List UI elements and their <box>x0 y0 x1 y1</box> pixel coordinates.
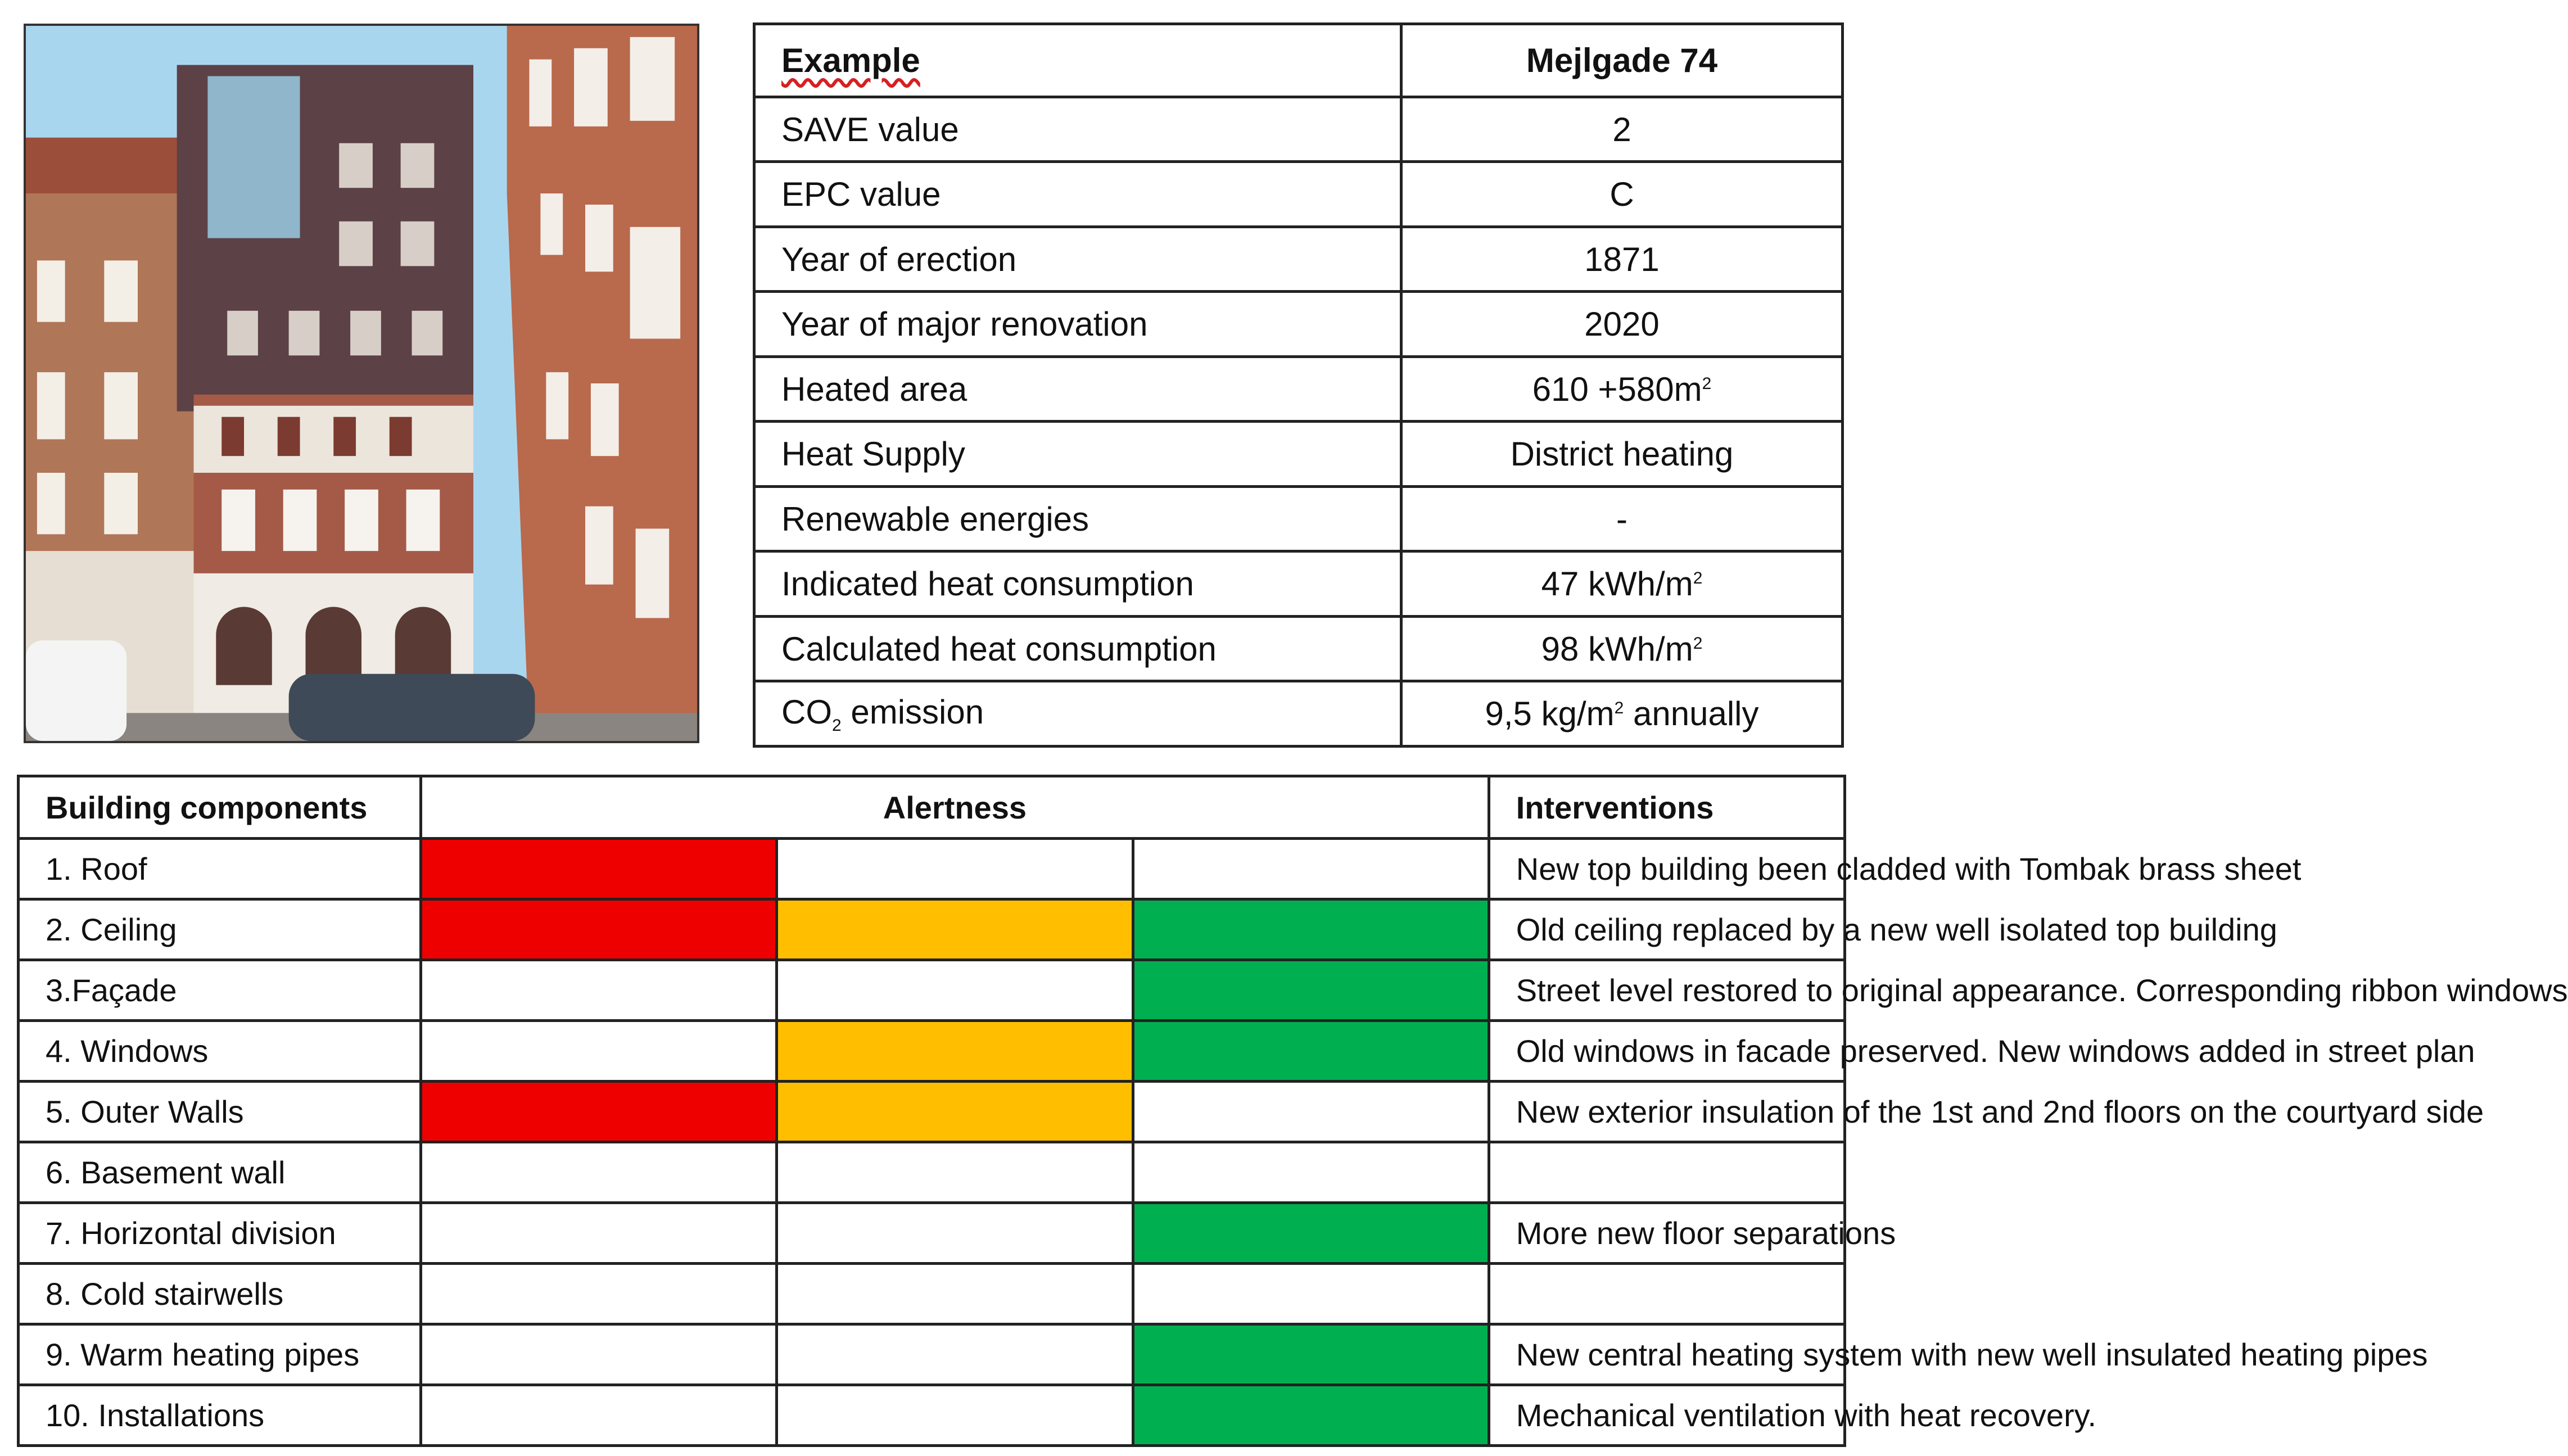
component-row <box>19 1082 1845 1142</box>
alert-cell-empty <box>777 960 1133 1021</box>
info-value: 1871 <box>1401 227 1843 292</box>
info-value: 9,5 kg/m <box>1485 695 1615 733</box>
info-row <box>754 227 1843 292</box>
info-label: Indicated heat consumption <box>754 551 1401 617</box>
component-name: 5. Outer Walls <box>19 1082 421 1142</box>
alert-cell-empty <box>1133 1082 1489 1142</box>
co2-label-post: emission <box>841 693 984 731</box>
info-row <box>754 97 1843 162</box>
component-name: 2. Ceiling <box>19 899 421 960</box>
components-header-row <box>19 776 1845 839</box>
building-illustration <box>26 26 697 741</box>
alert-cell-empty <box>1133 1264 1489 1324</box>
alert-cell-empty <box>421 1142 777 1203</box>
intervention-text: New central heating system with new well insulated heating pipes <box>1489 1324 1844 1385</box>
info-label: Renewable energies <box>754 486 1401 551</box>
info-value: 2020 <box>1401 292 1843 357</box>
alert-cell-green <box>1133 1203 1489 1264</box>
info-header-row <box>754 24 1843 97</box>
co2-subscript: 2 <box>832 716 842 735</box>
info-row <box>754 292 1843 357</box>
alert-cell-empty <box>777 1324 1133 1385</box>
component-name: 10. Installations <box>19 1385 421 1446</box>
component-row <box>19 839 1845 899</box>
info-value: District heating <box>1401 422 1843 487</box>
intervention-text: Street level restored to original appearance. Corresponding ribbon windows <box>1489 960 1844 1021</box>
building-photo <box>24 24 699 743</box>
info-header-value-cell <box>1401 24 1843 97</box>
info-value: 2 <box>1401 97 1843 162</box>
alert-cell-empty <box>1133 1142 1489 1203</box>
alert-cell-green <box>1133 1324 1489 1385</box>
alert-cell-empty <box>777 1385 1133 1446</box>
info-label: Heat Supply <box>754 422 1401 487</box>
alert-cell-empty <box>1133 839 1489 899</box>
alert-cell-red <box>421 839 777 899</box>
info-row <box>754 551 1843 617</box>
component-row <box>19 1264 1845 1324</box>
intervention-text <box>1489 1264 1844 1324</box>
info-value: 610 +580m <box>1532 370 1702 408</box>
component-name: 9. Warm heating pipes <box>19 1324 421 1385</box>
info-row <box>754 162 1843 227</box>
co2-label-pre: CO <box>781 693 832 731</box>
info-value: 98 kWh/m <box>1541 630 1693 668</box>
info-value-post: annually <box>1624 695 1759 733</box>
component-row <box>19 1021 1845 1082</box>
component-name: 3.Façade <box>19 960 421 1021</box>
info-row <box>754 681 1843 747</box>
info-value: C <box>1401 162 1843 227</box>
example-label: Example <box>781 41 920 79</box>
unit-superscript: 2 <box>1702 374 1712 393</box>
alert-cell-amber <box>777 1082 1133 1142</box>
alert-cell-empty <box>777 1264 1133 1324</box>
unit-superscript: 2 <box>1693 569 1703 588</box>
intervention-text <box>1489 1142 1844 1203</box>
intervention-text: Mechanical ventilation with heat recovery. <box>1489 1385 1844 1446</box>
alert-cell-green <box>1133 1021 1489 1082</box>
alert-cell-empty <box>421 1264 777 1324</box>
component-name: 4. Windows <box>19 1021 421 1082</box>
info-label: EPC value <box>754 162 1401 227</box>
info-row <box>754 486 1843 551</box>
info-label: Year of erection <box>754 227 1401 292</box>
info-row <box>754 616 1843 681</box>
component-row <box>19 1385 1845 1446</box>
component-row <box>19 899 1845 960</box>
alert-cell-empty <box>421 1324 777 1385</box>
alert-cell-empty <box>421 960 777 1021</box>
info-label-cell <box>754 681 1401 747</box>
info-label: Year of major renovation <box>754 292 1401 357</box>
alert-cell-amber <box>777 1021 1133 1082</box>
intervention-text: New top building been cladded with Tombak brass sheet <box>1489 839 1844 899</box>
info-value-cell <box>1401 356 1843 422</box>
component-name: 6. Basement wall <box>19 1142 421 1203</box>
component-row <box>19 1203 1845 1264</box>
alert-cell-red <box>421 899 777 960</box>
alert-cell-empty <box>777 839 1133 899</box>
unit-superscript: 2 <box>1614 699 1624 718</box>
component-row <box>19 960 1845 1021</box>
info-value: 47 kWh/m <box>1541 565 1693 603</box>
info-row <box>754 356 1843 422</box>
building-name: Mejlgade 74 <box>1526 41 1718 79</box>
info-value-cell <box>1401 551 1843 617</box>
info-label: Heated area <box>754 356 1401 422</box>
alert-cell-empty <box>777 1203 1133 1264</box>
info-label: SAVE value <box>754 97 1401 162</box>
info-value: - <box>1401 486 1843 551</box>
alert-cell-green <box>1133 1385 1489 1446</box>
alert-cell-green <box>1133 960 1489 1021</box>
component-row <box>19 1324 1845 1385</box>
info-value-cell <box>1401 616 1843 681</box>
info-value-cell <box>1401 681 1843 747</box>
alert-cell-empty <box>421 1385 777 1446</box>
info-header-label-cell <box>754 24 1401 97</box>
intervention-text: More new floor separations <box>1489 1203 1844 1264</box>
info-row <box>754 422 1843 487</box>
component-name: 7. Horizontal division <box>19 1203 421 1264</box>
component-row <box>19 1142 1845 1203</box>
alert-cell-red <box>421 1082 777 1142</box>
header-interventions: Interventions <box>1489 776 1844 839</box>
component-name: 1. Roof <box>19 839 421 899</box>
header-building-components: Building components <box>19 776 421 839</box>
alert-cell-empty <box>421 1203 777 1264</box>
building-components-table <box>17 775 2568 1447</box>
unit-superscript: 2 <box>1693 634 1703 653</box>
alert-cell-empty <box>421 1021 777 1082</box>
info-label: Calculated heat consumption <box>754 616 1401 681</box>
alert-cell-green <box>1133 899 1489 960</box>
alert-cell-empty <box>777 1142 1133 1203</box>
alert-cell-amber <box>777 899 1133 960</box>
header-alertness: Alertness <box>421 776 1489 839</box>
intervention-text: New exterior insulation of the 1st and 2nd floors on the courtyard side <box>1489 1082 1844 1142</box>
building-info-table <box>753 22 1844 748</box>
intervention-text: Old ceiling replaced by a new well isolated top building <box>1489 899 1844 960</box>
component-name: 8. Cold stairwells <box>19 1264 421 1324</box>
intervention-text: Old windows in facade preserved. New windows added in street plan <box>1489 1021 1844 1082</box>
